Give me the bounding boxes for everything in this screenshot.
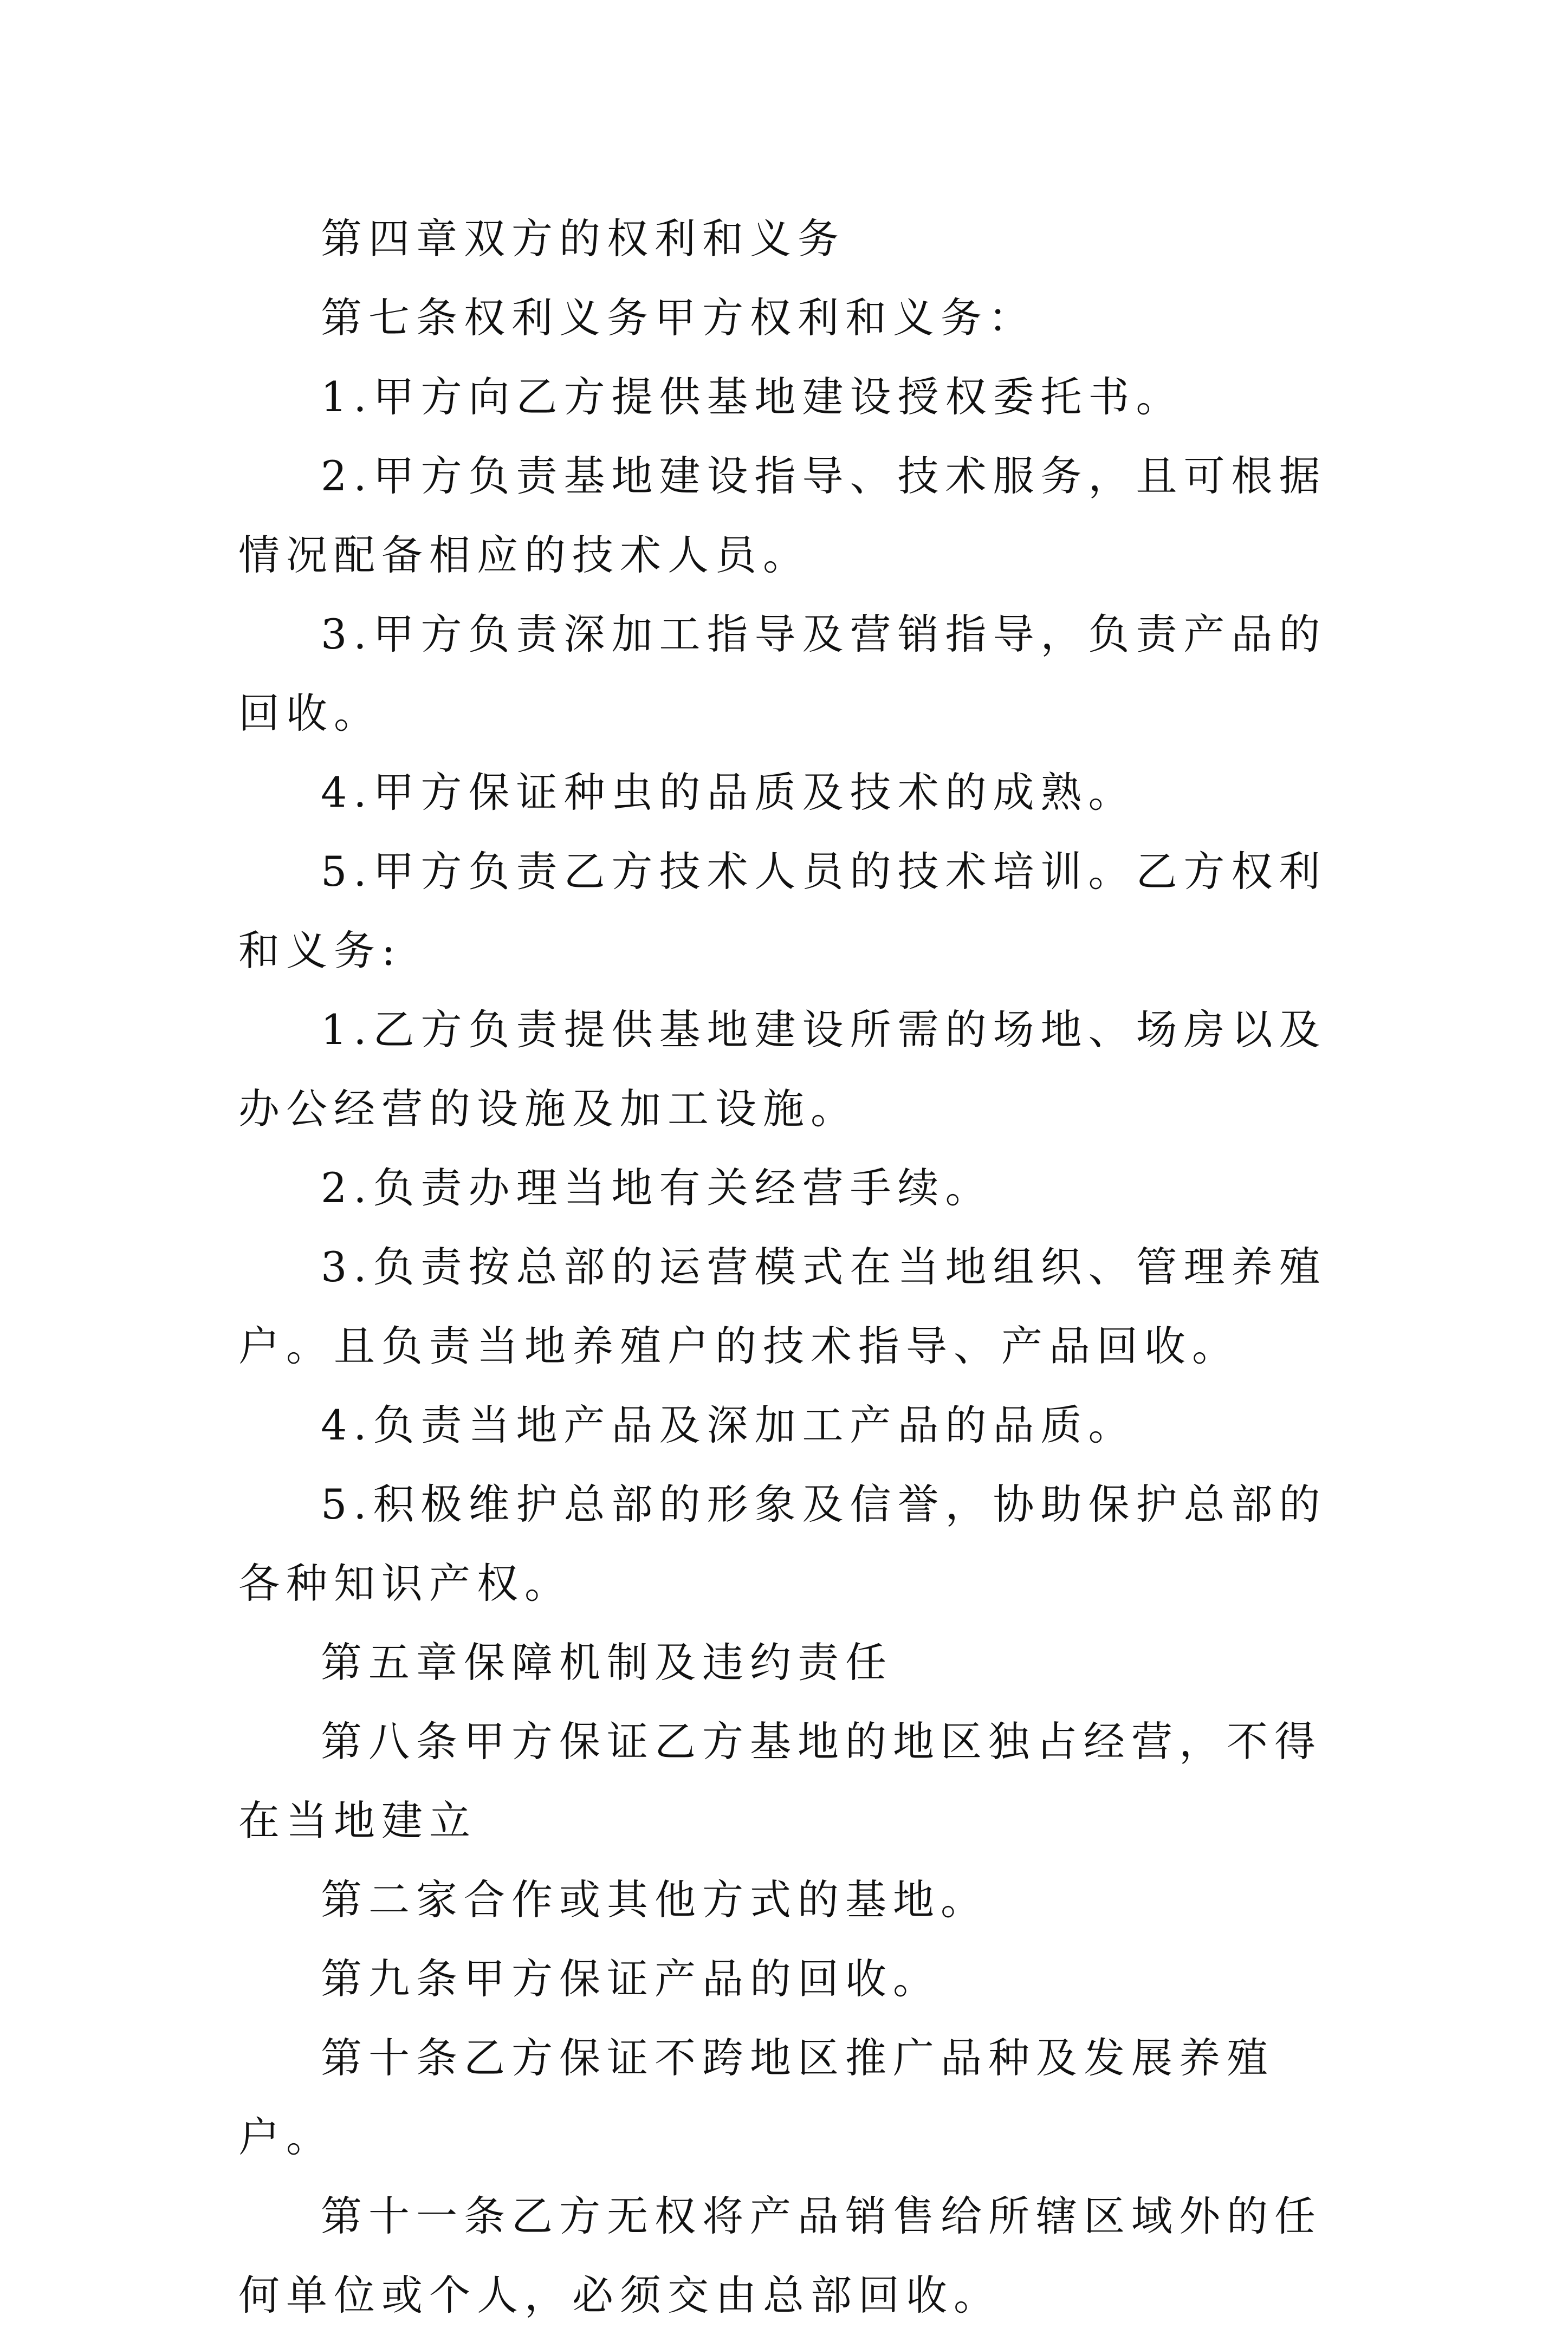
- article-paragraph: 第八条甲方保证乙方基地的地区独占经营，不得在当地建立: [238, 1717, 1322, 1845]
- list-item: 2.负责办理当地有关经营手续。: [321, 1164, 993, 1212]
- list-item: 1.甲方向乙方提供基地建设授权委托书。: [321, 373, 1184, 421]
- list-item: 3.负责按总部的运营模式在当地组织、管理养殖户。且负责当地养殖户的技术指导、产品回收。: [238, 1243, 1327, 1370]
- list-item: 4.负责当地产品及深加工产品的品质。: [321, 1401, 1136, 1449]
- document-body: [238, 199, 1333, 2335]
- list-item: 5.甲方负责乙方技术人员的技术培训。乙方权利和义务:: [238, 847, 1327, 975]
- chapter-heading: 第五章保障机制及违约责任: [321, 1638, 893, 1687]
- article-paragraph: 第九条甲方保证产品的回收。: [321, 1955, 941, 2003]
- chapter-heading: 第四章双方的权利和义务: [321, 215, 845, 263]
- article-paragraph: 第十一条乙方无权将产品销售给所辖区域外的任何单位或个人，必须交由总部回收。: [238, 2192, 1322, 2319]
- list-item: 2.甲方负责基地建设指导、技术服务，且可根据情况配备相应的技术人员。: [238, 452, 1327, 579]
- list-item: 1.乙方负责提供基地建设所需的场地、场房以及办公经营的设施及加工设施。: [238, 1006, 1327, 1133]
- article-paragraph: 第二家合作或其他方式的基地。: [321, 1876, 988, 1924]
- list-item: 5.积极维护总部的形象及信誉，协助保护总部的各种知识产权。: [238, 1480, 1327, 1607]
- article-paragraph: 第十条乙方保证不跨地区推广品种及发展养殖户。: [238, 2034, 1274, 2161]
- list-item: 4.甲方保证种虫的品质及技术的成熟。: [321, 768, 1136, 816]
- list-item: 3.甲方负责深加工指导及营销指导，负责产品的回收。: [238, 610, 1327, 737]
- article-heading: 第七条权利义务甲方权利和义务：: [321, 294, 1036, 342]
